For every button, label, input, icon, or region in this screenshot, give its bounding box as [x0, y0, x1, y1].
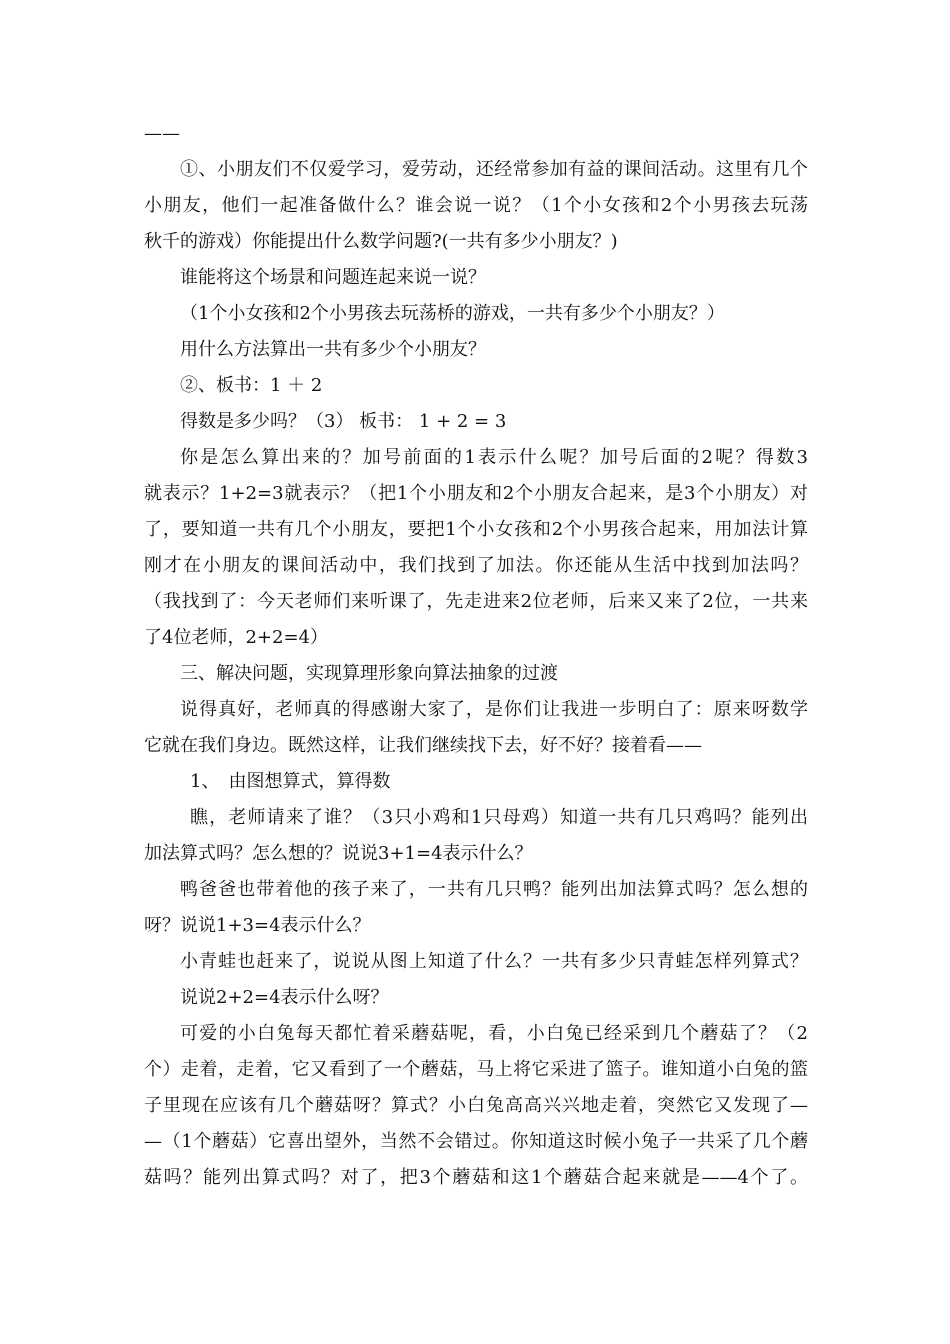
subsection-heading: 1、 由图想算式，算得数	[190, 771, 391, 792]
text-line: ——	[144, 123, 180, 144]
text-line: —（1个蘑菇）它喜出望外，当然不会错过。你知道这时候小兔子一共采了几个蘑	[144, 1131, 808, 1152]
text-line: 刚才在小朋友的课间活动中，我们找到了加法。你还能从生活中找到加法吗？	[144, 555, 808, 576]
text-line: 小朋友，他们一起准备做什么？谁会说一说？（1个小女孩和2个小男孩去玩荡	[144, 195, 808, 216]
text-line: 说说2+2=4表示什么呀？	[180, 987, 389, 1008]
text-line: 瞧，老师请来了谁？（3只小鸡和1只母鸡）知道一共有几只鸡吗？能列出	[190, 807, 808, 828]
text-line: 加法算式吗？怎么想的？说说3+1=4表示什么？	[144, 843, 533, 864]
text-line: ②、板书：1 ＋ 2	[180, 375, 323, 396]
section-heading: 三、解决问题，实现算理形象向算法抽象的过渡	[180, 663, 558, 684]
text-line: 你是怎么算出来的？加号前面的1表示什么呢？加号后面的2呢？得数3	[180, 447, 808, 468]
text-line: 得数是多少吗？（3） 板书： 1 + 2 = 3	[180, 411, 507, 432]
text-line: 就表示？1+2=3就表示？（把1个小朋友和2个小朋友合起来，是3个小朋友）对	[144, 483, 808, 504]
text-line: （1个小女孩和2个小男孩去玩荡桥的游戏，一共有多少个小朋友？）	[180, 303, 725, 324]
text-line: 谁能将这个场景和问题连起来说一说？	[180, 267, 486, 288]
text-line: （我找到了：今天老师们来听课了，先走进来2位老师，后来又来了2位，一共来	[144, 591, 808, 612]
text-line: ①、小朋友们不仅爱学习，爱劳动，还经常参加有益的课间活动。这里有几个	[180, 159, 808, 180]
text-line: 呀？说说1+3=4表示什么？	[144, 915, 371, 936]
text-line: 了，要知道一共有几个小朋友，要把1个小女孩和2个小男孩合起来，用加法计算	[144, 519, 808, 540]
text-line: 小青蛙也赶来了，说说从图上知道了什么？一共有多少只青蛙怎样列算式？	[180, 951, 808, 972]
text-line: 个）走着，走着，它又看到了一个蘑菇，马上将它采进了篮子。谁知道小白兔的篮	[144, 1059, 808, 1080]
text-line: 子里现在应该有几个蘑菇呀？算式？小白兔高高兴兴地走着，突然它又发现了—	[144, 1095, 808, 1116]
text-line: 了4位老师，2+2=4）	[144, 627, 328, 648]
text-line: 它就在我们身边。既然这样，让我们继续找下去，好不好？接着看——	[144, 735, 702, 756]
text-line: 可爱的小白兔每天都忙着采蘑菇呢，看，小白兔已经采到几个蘑菇了？（2	[180, 1023, 808, 1044]
text-line: 说得真好，老师真的得感谢大家了，是你们让我进一步明白了：原来呀数学	[180, 699, 808, 720]
text-line: 秋千的游戏）你能提出什么数学问题?(一共有多少小朋友？)	[144, 231, 618, 252]
text-line: 菇吗？能列出算式吗？对了，把3个蘑菇和这1个蘑菇合起来就是——4个了。	[144, 1167, 808, 1188]
text-line: 用什么方法算出一共有多少个小朋友？	[180, 339, 486, 360]
text-line: 鸭爸爸也带着他的孩子来了，一共有几只鸭？能列出加法算式吗？怎么想的	[180, 879, 808, 900]
